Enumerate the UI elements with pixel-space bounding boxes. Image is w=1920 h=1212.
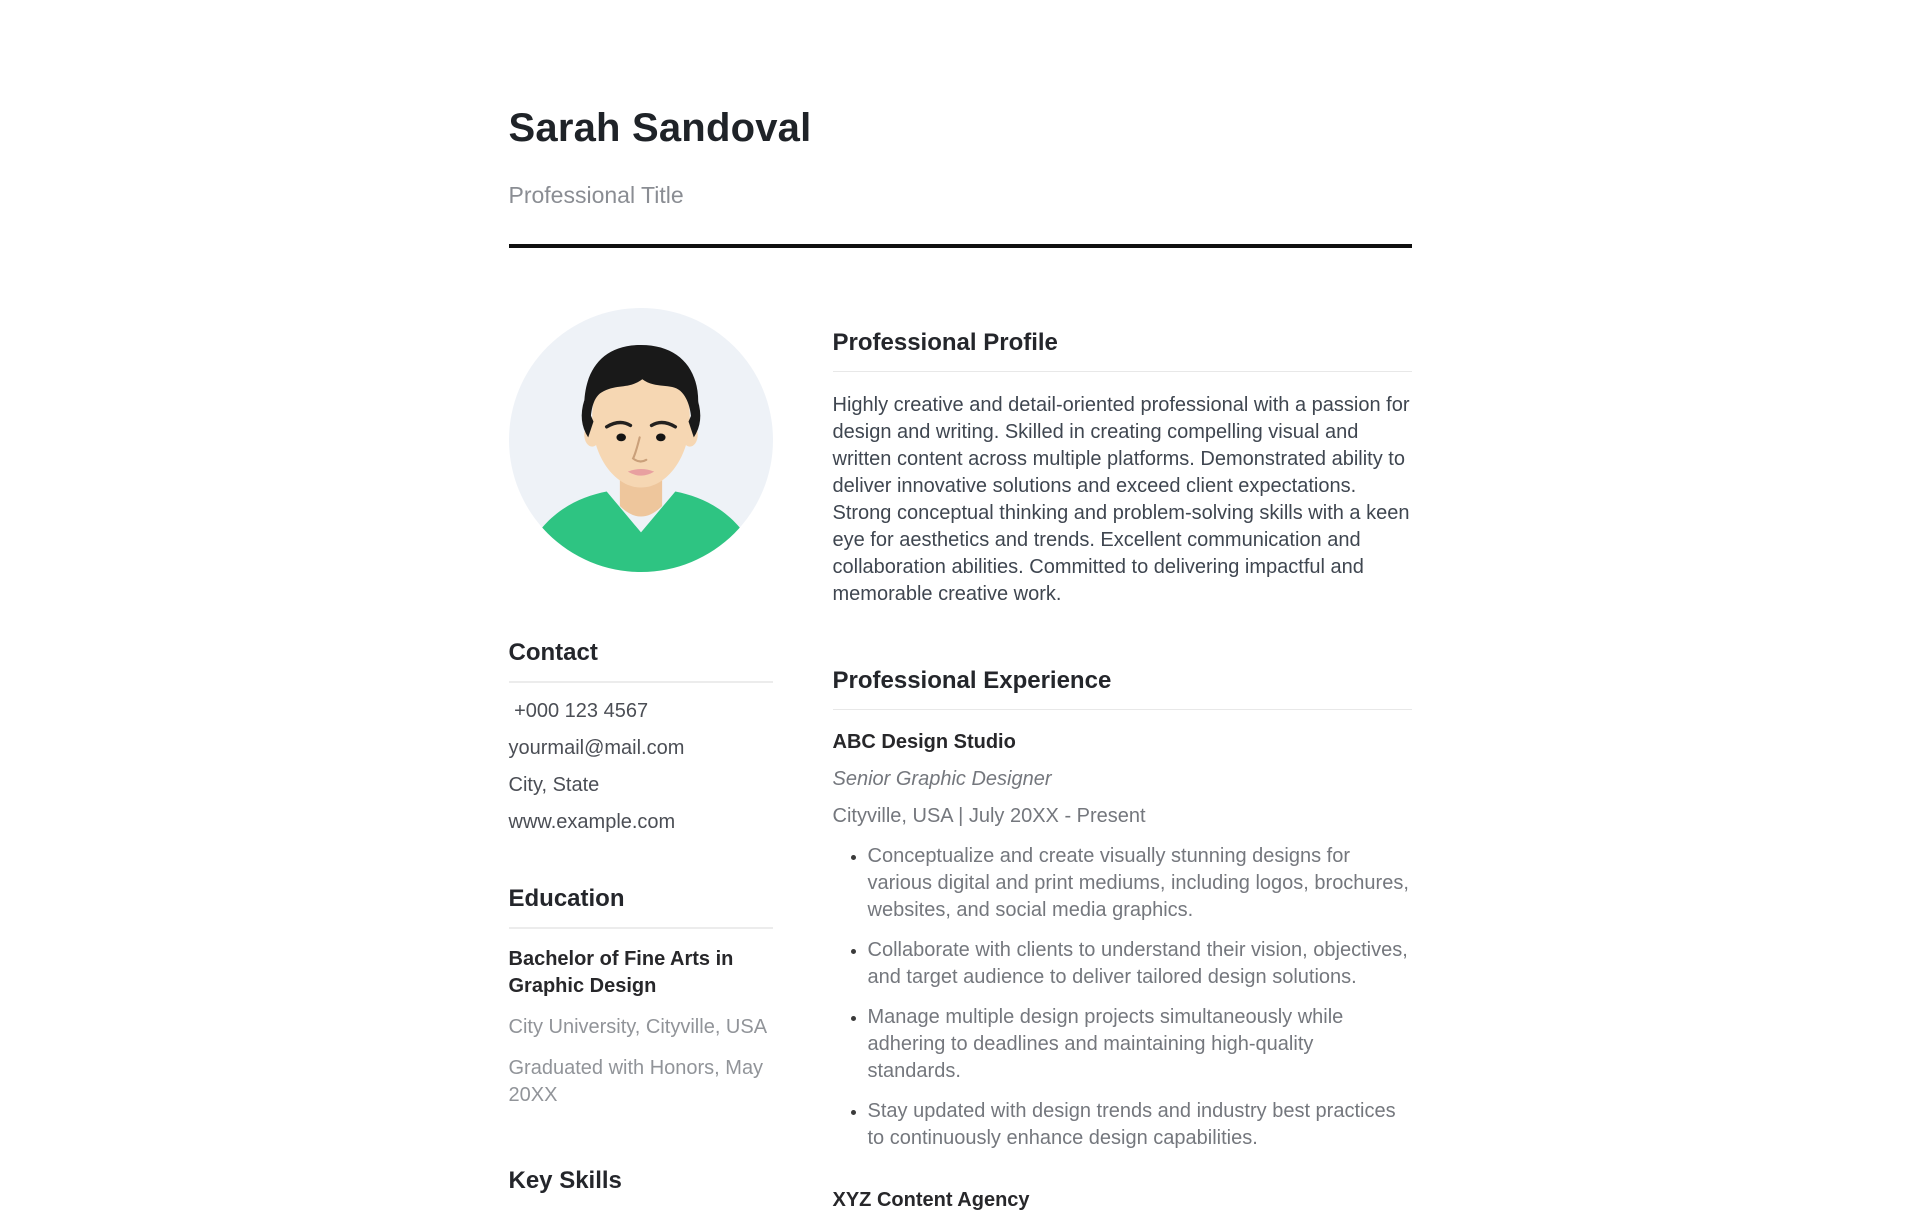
- job-bullet-list: [833, 843, 1412, 1152]
- contact-list: [509, 699, 773, 834]
- experience-heading: Professional Experience: [833, 666, 1412, 710]
- professional-title: Professional Title: [508, 182, 684, 208]
- experience-section: [833, 666, 1412, 1212]
- job-company: XYZ Content Agency: [832, 1188, 1030, 1211]
- education-degree: Bachelor of Fine Arts in Graphic Design: [508, 947, 734, 997]
- resume-body: [509, 308, 1412, 1212]
- education-note: Graduated with Honors, May 20XX: [508, 1056, 764, 1106]
- job-company: ABC Design Studio: [832, 730, 1016, 753]
- profile-photo: [509, 308, 773, 572]
- header-divider: [509, 244, 1412, 248]
- contact-website: www.example.com: [508, 810, 676, 833]
- education-heading: Education: [509, 884, 773, 929]
- contact-email: yourmail@mail.com: [508, 736, 685, 759]
- avatar-illustration: [509, 308, 773, 572]
- contact-section: [509, 638, 773, 834]
- resume-document: [509, 0, 1412, 1212]
- main-column: [833, 308, 1412, 1212]
- experience-job: [833, 1188, 1412, 1212]
- profile-section: [833, 328, 1412, 608]
- experience-job: [833, 730, 1412, 1152]
- profile-heading: Professional Profile: [833, 328, 1412, 372]
- job-location-dates: Cityville, USA | July 20XX - Present: [832, 804, 1146, 827]
- sidebar-column: [509, 308, 773, 1212]
- contact-heading: Contact: [509, 638, 773, 683]
- profile-summary: Highly creative and detail-oriented professional with a passion for design and writing. Skilled in creating compelling visual and written content across multiple platforms. Demonstrated ability to deliver innovative solutions and exceed client expectations. Strong conceptual thinking and problem-solving skills with a keen eye for aesthetics and trends. Excellent communication and collaboration abilities. Committed to delivering impactful and memorable creative work.: [832, 393, 1410, 605]
- job-bullet: • Manage multiple design projects simultaneously while adhering to deadlines and maintaining high-quality standards.: [868, 1004, 1412, 1085]
- education-school: City University, Cityville, USA: [508, 1015, 768, 1038]
- contact-location: City, State: [508, 773, 600, 796]
- page-title: Sarah Sandoval: [508, 106, 812, 150]
- job-bullet: • Collaborate with clients to understand their vision, objectives, and target audience to deliver tailored design solutions.: [868, 937, 1412, 991]
- job-bullet: • Stay updated with design trends and industry best practices to continuously enhance design capabilities.: [868, 1098, 1412, 1152]
- education-section: [509, 884, 773, 1109]
- job-role: Senior Graphic Designer: [832, 767, 1052, 790]
- contact-phone: +000 123 4567: [508, 699, 649, 722]
- key-skills-section: [509, 1166, 773, 1209]
- key-skills-heading: Key Skills: [508, 1166, 622, 1194]
- job-bullet: • Conceptualize and create visually stunning designs for various digital and print mediums, including logos, brochures, websites, and social media graphics.: [868, 843, 1412, 924]
